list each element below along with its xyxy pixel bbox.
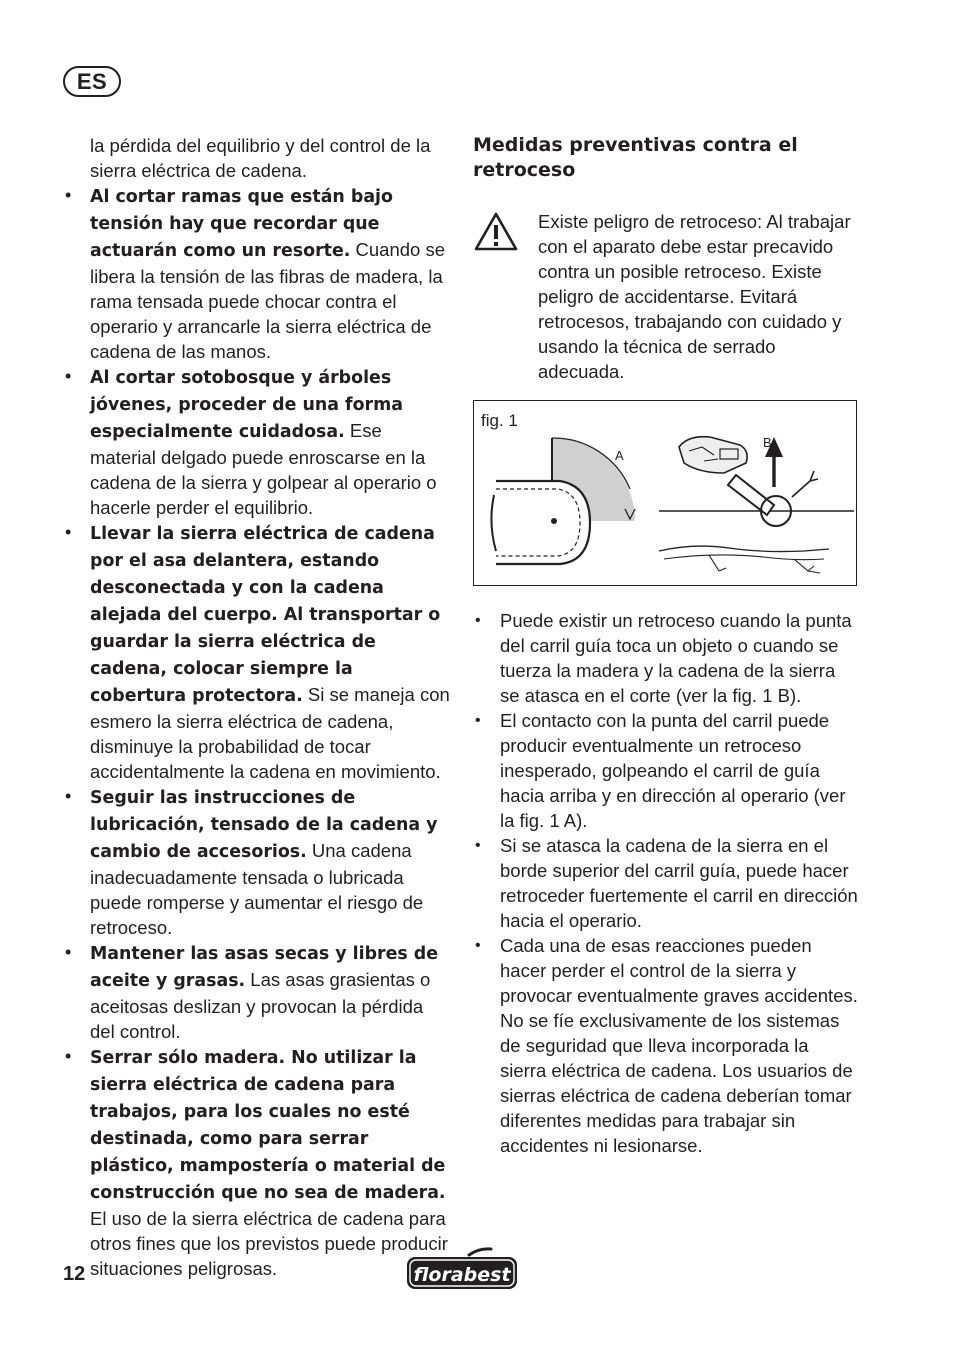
safety-bullet — [63, 183, 450, 364]
list-item-text: Cada una de esas reacciones pueden hacer perder el control de la sierra y provocar eventualmente graves accidentes. No se fíe exclusivamente de los sistemas de seguridad que lleva incorporada la sierra eléctrica de cadena. Los usuarios de sierras eléctrica de cadena deberían tomar diferentes medidas para trabajar sin accidentes ni lesionarse. — [500, 935, 858, 1156]
bullet-bold: Seguir las instrucciones de lubricación, tensado de la cadena y cambio de accesorios. — [90, 788, 438, 862]
list-item-text: El contacto con la punta del carril puede producir eventualmente un retroceso inesperado, golpeando el carril de guía hacia arriba y en dirección al operario (ver la fig. 1 A). — [500, 710, 846, 831]
bullet-bold: Llevar la sierra eléctrica de cadena por el asa delantera, estando desconectada y con la cadena alejada del cuerpo. Al transportar o guardar la sierra eléctrica de cadena, colocar siempre la cobertura protectora. — [90, 524, 441, 706]
logo-text: florabest — [413, 1264, 511, 1286]
bullet-icon: • — [65, 1046, 72, 1066]
list-item — [473, 608, 858, 708]
section-heading: Medidas preventivas contra el retroceso — [473, 134, 798, 181]
bullet-icon: • — [65, 366, 72, 386]
figure-label-b: B — [763, 435, 772, 450]
continued-paragraph: la pérdida del equilibrio y del control de la sierra eléctrica de cadena. — [90, 135, 431, 181]
safety-bullet — [63, 784, 450, 940]
bullet-text: Una cadena inadecuadamente tensada o lubricada puede romperse y aumentar el riesgo de retroceso. — [90, 840, 424, 938]
bullet-text: Ese material delgado puede enroscarse en la cadena de la sierra y golpear al operario o hacerle perder el equilibrio. — [90, 420, 437, 518]
list-item — [473, 833, 858, 933]
kickback-illustration — [474, 401, 857, 586]
left-column — [63, 133, 450, 1281]
warning-block — [473, 209, 858, 384]
bullet-text: El uso de la sierra eléctrica de cadena para otros fines que los previstos puede producir situaciones peligrosas. — [90, 1208, 448, 1279]
safety-bullet — [63, 940, 450, 1044]
bullet-bold: Serrar sólo madera. No utilizar la sierra eléctrica de cadena para trabajos, para los cuales no esté destinada, como para serrar plástico, mampostería o material de construcción que no sea de madera. — [90, 1048, 446, 1203]
bullet-icon: • — [65, 786, 72, 806]
kickback-bullets — [473, 608, 858, 1158]
warning-text: Existe peligro de retroceso: Al trabajar con el aparato debe estar precavido contra un posible retroceso. Existe peligro de accidentarse. Evitará retrocesos, trabajando con cuidado y usando la técnica de serrado adecuada. — [538, 211, 851, 382]
safety-bullet — [63, 1044, 450, 1281]
list-item-text: Si se atasca la cadena de la sierra en el borde superior del carril guía, puede hacer retroceder fuertemente el carril en dirección hacia el operario. — [500, 835, 858, 931]
florabest-logo — [405, 1246, 519, 1292]
page-number: 12 — [63, 1263, 86, 1285]
figure-label: fig. 1 — [481, 411, 518, 430]
list-item — [473, 708, 858, 833]
bullet-bold: Al cortar sotobosque y árboles jóvenes, proceder de una forma especialmente cuidadosa. — [90, 368, 403, 442]
list-item-text: Puede existir un retroceso cuando la punta del carril guía toca un objeto o cuando se tuerza la madera y la cadena de la sierra se atasca en el corte (ver la fig. 1 B). — [500, 610, 852, 706]
bullet-icon: • — [475, 837, 481, 854]
list-item — [473, 933, 858, 1158]
kickback-figure — [473, 400, 857, 586]
bullet-icon: • — [65, 942, 72, 962]
bullet-text: Cuando se libera la tensión de las fibras de madera, la rama tensada puede chocar contra el operario y arrancarle la sierra eléctrica de cadena de las manos. — [90, 239, 446, 362]
bullet-icon: • — [65, 522, 72, 542]
language-badge: ES — [63, 66, 121, 97]
bullet-icon: • — [475, 937, 481, 954]
bullet-icon: • — [475, 712, 481, 729]
bullet-text: Las asas grasientas o aceitosas deslizan y provocan la pérdida del control. — [90, 969, 431, 1042]
bullet-icon: • — [65, 185, 72, 205]
bullet-bold: Al cortar ramas que están bajo tensión hay que recordar que actuarán como un resorte. — [90, 187, 393, 261]
right-column — [473, 133, 858, 1158]
safety-bullet — [63, 520, 450, 784]
bullet-icon: • — [475, 612, 481, 629]
warning-triangle-icon — [473, 211, 519, 252]
bullet-text: Si se maneja con esmero la sierra eléctrica de cadena, disminuye la probabilidad de tocar accidentalmente la cadena en movimiento. — [90, 684, 450, 782]
figure-label-a: A — [615, 448, 624, 463]
bullet-bold: Mantener las asas secas y libres de aceite y grasas. — [90, 944, 439, 991]
safety-bullet — [63, 364, 450, 520]
